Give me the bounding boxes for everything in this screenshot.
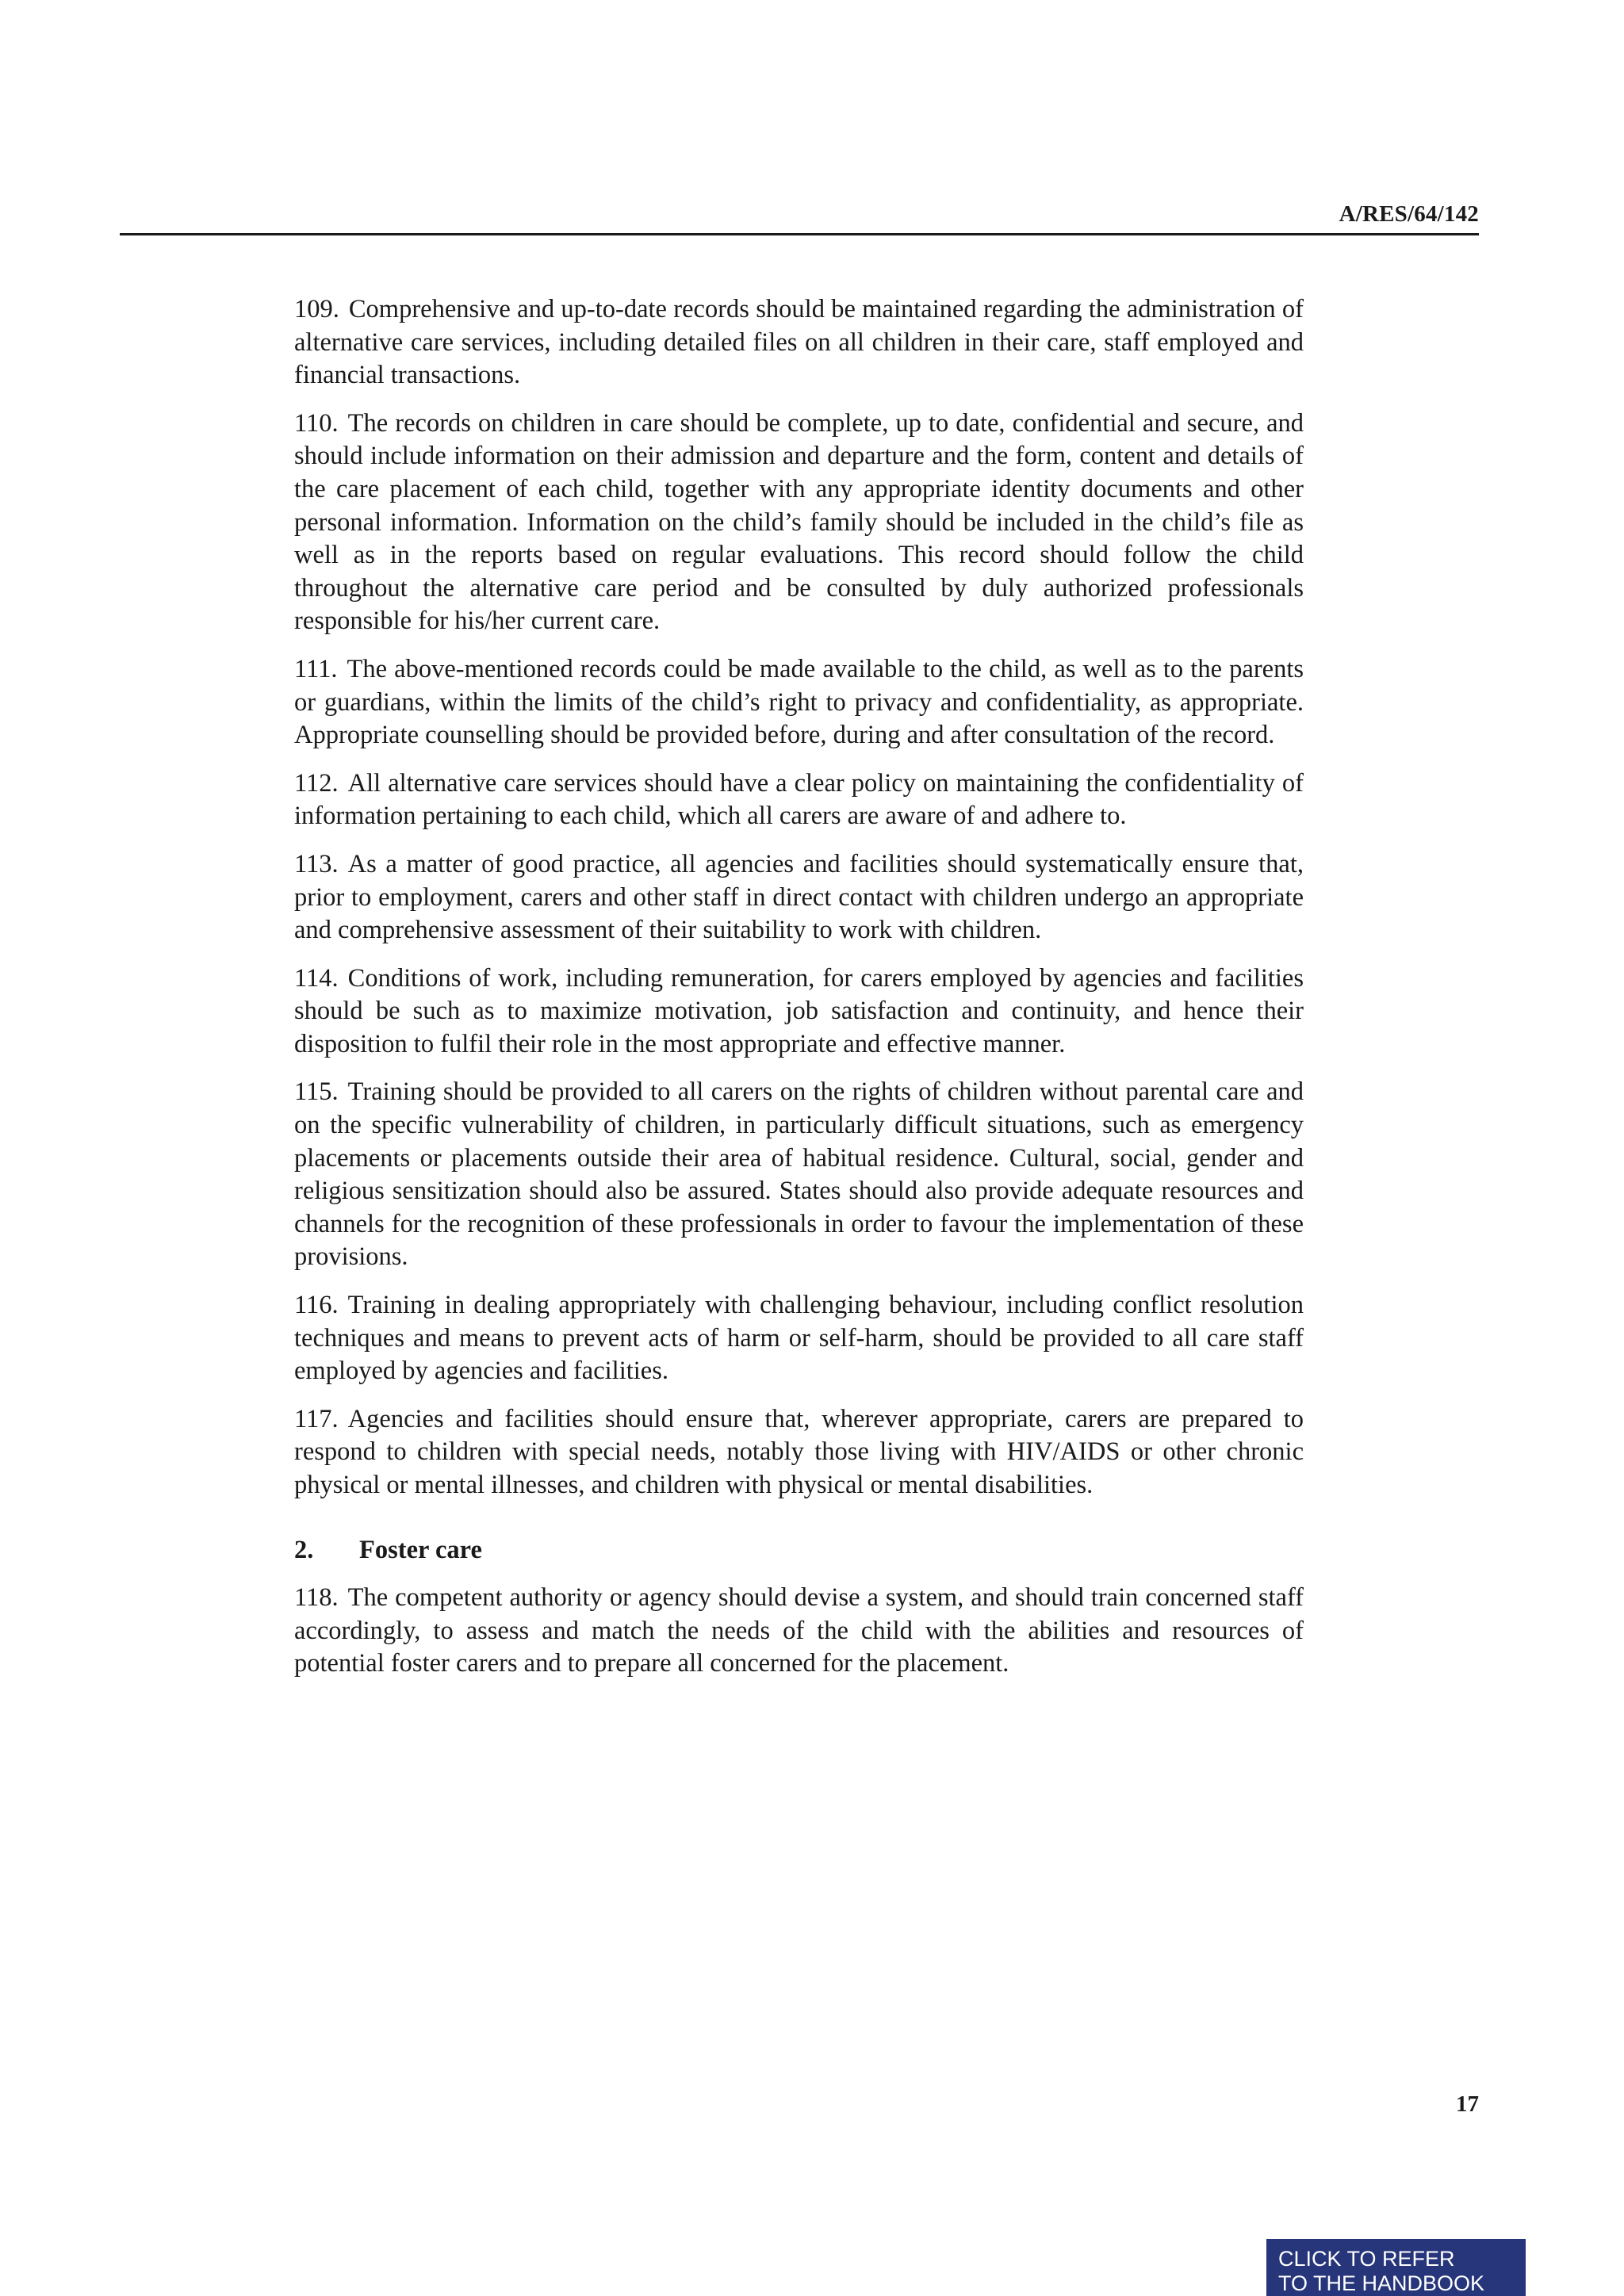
paragraph-115: [294, 1076, 1304, 1274]
header-rule: [120, 233, 1479, 235]
paragraph-text: Conditions of work, including remuneration, for carers employed by agencies and facilities should be such as to maximize motivation, job satisfaction and continuity, and hence their disposition to fulfil their role in the most appropriate and effective manner.: [294, 963, 1304, 1058]
paragraph-118: [294, 1582, 1304, 1681]
section-number: 2.: [294, 1535, 314, 1564]
paragraph-number: 113.: [294, 849, 339, 878]
paragraph-number: 115.: [294, 1077, 339, 1107]
paragraph-114: [294, 962, 1304, 1062]
handbook-link-button[interactable]: [1266, 2239, 1526, 2296]
paragraph-109: [294, 293, 1304, 392]
paragraph-number: 114.: [294, 963, 339, 993]
paragraph-text: Agencies and facilities should ensure that, wherever appropriate, carers are prepared to respond to children with special needs, notably those living with HIV/AIDS or other chronic physical or mental illnesses, and children with physical or mental disabilities.: [294, 1404, 1304, 1499]
paragraph-number: 112.: [294, 768, 339, 798]
paragraph-111: [294, 653, 1304, 752]
paragraph-116: [294, 1289, 1304, 1388]
paragraph-number: 111.: [294, 654, 338, 683]
paragraph-number: 117.: [294, 1404, 339, 1433]
section-heading-foster-care: [294, 1534, 1304, 1567]
paragraph-113: [294, 848, 1304, 947]
paragraph-number: 116.: [294, 1291, 339, 1320]
paragraph-text: Training should be provided to all carers on the rights of children without parental care and on the specific vulnerability of children, in particularly difficult situations, such as emergency placements or placements outside their area of habitual residence. Cultural, social, gender and religious sensitization should also be assured. States should also provide adequate resources and channels for the recognition of these professionals in order to favour the implementation of these provisions.: [294, 1077, 1304, 1272]
paragraph-110: [294, 408, 1304, 638]
paragraph-text: As a matter of good practice, all agencies and facilities should systematically ensure that, prior to employment, carers and other staff in direct contact with children undergo an appropriate and comprehensive assessment of their suitability to work with children.: [294, 849, 1304, 945]
paragraph-number: 118.: [294, 1583, 339, 1613]
paragraph-text: All alternative care services should have a clear policy on maintaining the confidentiality of information pertaining to each child, which all carers are aware of and adhere to.: [294, 768, 1304, 831]
handbook-button-line-1: CLICK TO REFER: [1278, 2247, 1455, 2271]
paragraph-text: The records on children in care should be complete, up to date, confidential and secure, and should include information on their admission and departure and the form, content and details of the care placement of each child, together with any appropriate identity documents and other personal information. Information on the child’s family should be included in the child’s file as well as in the reports based on regular evaluations. This record should follow the child throughout the alternative care period and be consulted by duly authorized professionals responsible for his/her current care.: [294, 408, 1304, 636]
paragraph-117: [294, 1403, 1304, 1502]
paragraph-text: Comprehensive and up-to-date records should be maintained regarding the administration of alternative care services, including detailed files on all children in their care, staff employed and financial transactions.: [294, 295, 1304, 390]
paragraph-text: The competent authority or agency should devise a system, and should train concerned staff accordingly, to assess and match the needs of the child with the abilities and resources of potential foster carers and to prepare all concerned for the placement.: [294, 1583, 1304, 1678]
paragraph-text: Training in dealing appropriately with challenging behaviour, including conflict resolution techniques and means to prevent acts of harm or self-harm, should be provided to all care staff employed by agencies and facilities.: [294, 1291, 1304, 1386]
paragraph-112: [294, 767, 1304, 833]
paragraph-number: 109.: [294, 295, 339, 323]
section-title: Foster care: [359, 1535, 482, 1564]
document-symbol: A/RES/64/142: [1339, 201, 1479, 227]
paragraph-number: 110.: [294, 408, 339, 438]
handbook-button-line-2: TO THE HANDBOOK: [1278, 2271, 1485, 2295]
paragraph-text: The above-mentioned records could be made available to the child, as well as to the parents or guardians, within the limits of the child’s right to privacy and confidentiality, as appropriate. Appropriate counselling should be provided before, during and after consultation of the record.: [294, 654, 1304, 750]
document-body: [294, 293, 1304, 1696]
page-number: 17: [1456, 2091, 1479, 2117]
